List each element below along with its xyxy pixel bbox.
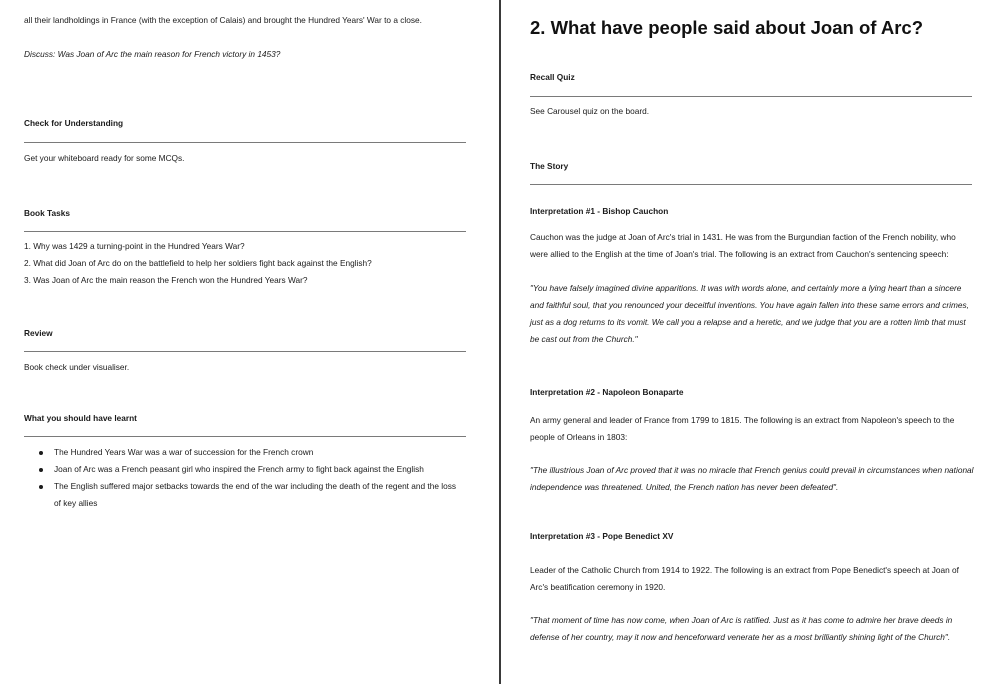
divider-rule	[24, 142, 466, 143]
interpretation-1-heading: Interpretation #1 - Bishop Cauchon	[530, 206, 669, 216]
bullet-icon	[39, 468, 43, 472]
interpretation-1-quote: "You have falsely imagined divine apparitions. It was with words alone, and certainly more a lying heart than a sincere and faithful soul, that you renounced your deceitful inventions. You have again fallen into these same errors and crimes, just as a dog returns to its vomit. We call you a relapse and a heretic, and we judge that you are a rotten limb that must be cast out from the Church."	[530, 283, 969, 344]
interpretation-3-heading: Interpretation #3 - Pope Benedict XV	[530, 531, 674, 541]
divider-rule	[24, 231, 466, 232]
interpretation-3-quote: "That moment of time has now come, when Joan of Arc is ratified. Just as it has come to admire her brave deeds in defense of her country, may it now and henceforward venerate her as a most brilliantly shining light of the Church".	[530, 615, 953, 642]
divider-rule	[530, 184, 972, 185]
left-page	[0, 0, 499, 684]
check-for-understanding-text: Get your whiteboard ready for some MCQs.	[24, 153, 185, 163]
check-for-understanding-heading: Check for Understanding	[24, 118, 124, 128]
review-heading: Review	[24, 328, 53, 338]
story-heading: The Story	[530, 161, 569, 171]
list-item: 2. What did Joan of Arc do on the battlefield to help her soldiers fight back against the English?	[24, 258, 372, 268]
divider-rule	[24, 351, 466, 352]
list-item-text: The English suffered major setbacks towards the end of the war including the death of the regent and the loss of key allies	[54, 481, 457, 508]
divider-rule	[24, 436, 466, 437]
interpretation-2-text: An army general and leader of France from 1799 to 1815. The following is an extract from Napoleon's speech to the people of Orleans in 1803:	[530, 415, 955, 442]
list-item	[24, 444, 464, 461]
list-item-text: The Hundred Years War was a war of succession for the French crown	[54, 447, 314, 457]
divider-rule	[530, 96, 972, 97]
list-item	[24, 478, 464, 512]
list-item: 3. Was Joan of Arc the main reason the French won the Hundred Years War?	[24, 275, 308, 285]
list-item	[24, 461, 464, 478]
interpretation-1-text: Cauchon was the judge at Joan of Arc's trial in 1431. He was from the Burgundian faction of the French nobility, who were allied to the English at the time of Joan's trial. The following is an extract from Cauchon's sentencing speech:	[530, 232, 956, 259]
learnt-list	[24, 444, 464, 512]
page-title: 2. What have people said about Joan of Arc?	[530, 17, 924, 38]
interpretation-3-text: Leader of the Catholic Church from 1914 to 1922. The following is an extract from Pope Benedict's speech at Joan of Arc's beatification ceremony in 1920.	[530, 565, 959, 592]
learnt-heading: What you should have learnt	[24, 413, 137, 423]
book-tasks-heading: Book Tasks	[24, 208, 70, 218]
list-item-text: Joan of Arc was a French peasant girl who inspired the French army to fight back against the English	[54, 464, 424, 474]
bullet-icon	[39, 485, 43, 489]
interpretation-2-heading: Interpretation #2 - Napoleon Bonaparte	[530, 387, 684, 397]
list-item: 1. Why was 1429 a turning-point in the Hundred Years War?	[24, 241, 245, 251]
recall-quiz-text: See Carousel quiz on the board.	[530, 106, 650, 116]
discuss-prompt: Discuss: Was Joan of Arc the main reason for French victory in 1453?	[24, 49, 281, 59]
bullet-icon	[39, 451, 43, 455]
interpretation-2-quote: "The illustrious Joan of Arc proved that it was no miracle that French genius could prevail in circumstances when national independence was threatened. United, the French nation has never been defeated".	[530, 465, 974, 492]
intro-text: all their landholdings in France (with the exception of Calais) and brought the Hundred Years' War to a close.	[24, 15, 422, 25]
review-text: Book check under visualiser.	[24, 362, 130, 372]
recall-quiz-heading: Recall Quiz	[530, 72, 575, 82]
right-page	[501, 0, 1000, 684]
book-tasks-list	[24, 238, 489, 289]
